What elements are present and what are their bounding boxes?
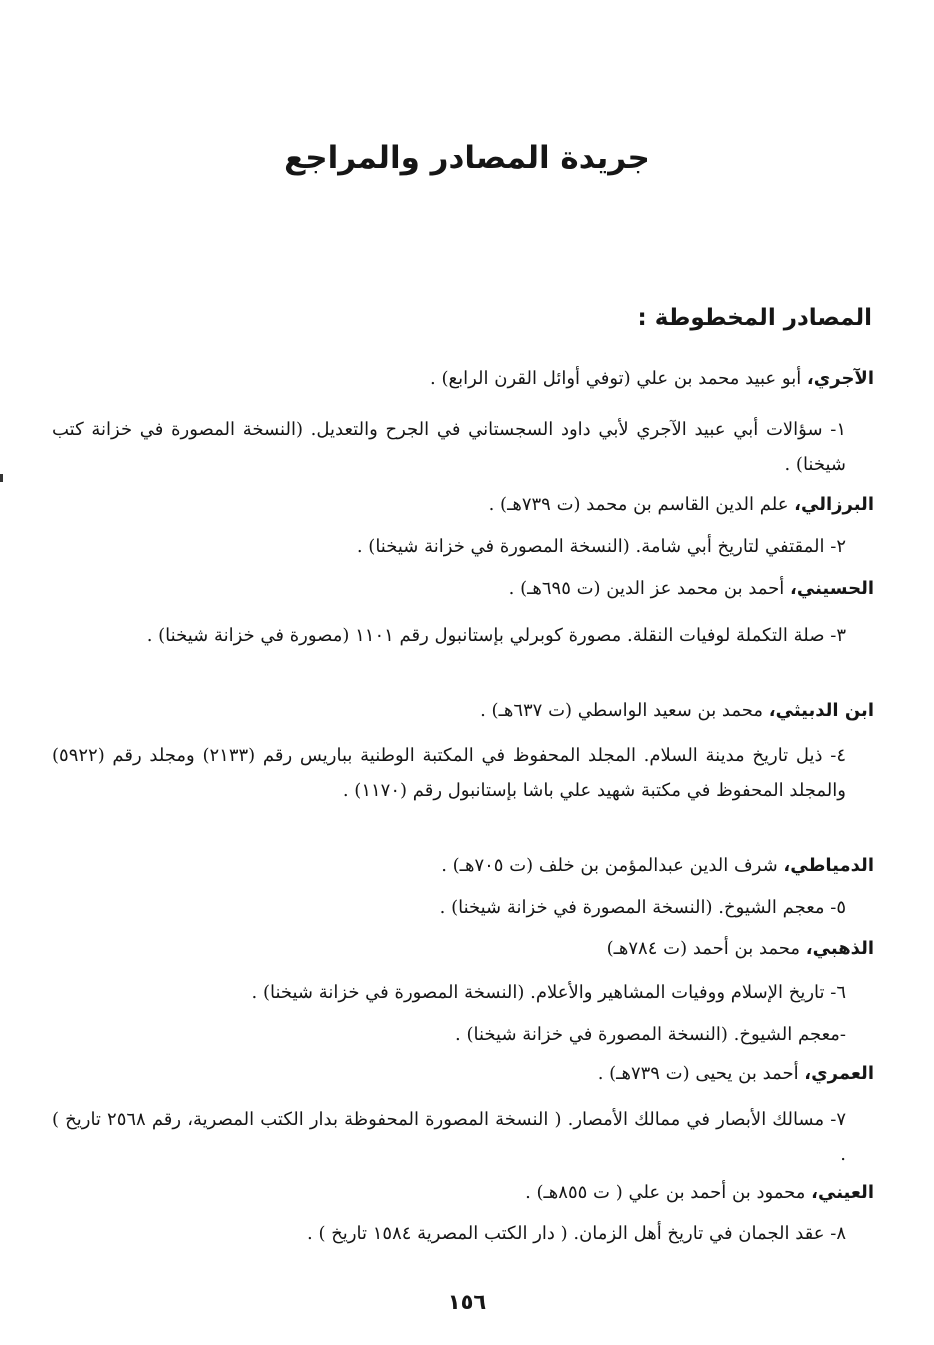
author-details: محمود بن أحمد بن علي ( ت ٨٥٥هـ) . bbox=[525, 1182, 812, 1203]
section-heading: المصادر المخطوطة : bbox=[637, 305, 872, 331]
source-entry-7: ٧- مسالك الأبصار في ممالك الأمصار. ( النسخة المصورة المحفوظة بدار الكتب المصرية، رقم ٢٥٦٨ تاريخ ) . bbox=[52, 1109, 846, 1165]
author-name: الدمياطي، bbox=[783, 855, 874, 876]
source-entry-5: ٥- معجم الشيوخ. (النسخة المصورة في خزانة شيخنا) . bbox=[439, 897, 846, 918]
author-name: الآجري، bbox=[806, 368, 874, 389]
author-details: شرف الدين عبدالمؤمن بن خلف (ت ٧٠٥هـ) . bbox=[441, 855, 784, 876]
author-name: العيني، bbox=[811, 1182, 874, 1203]
source-entry-3: ٣- صلة التكملة لوفيات النقلة. مصورة كوبرلي بإستانبول رقم ١١٠١ (مصورة في خزانة شيخنا) . bbox=[146, 625, 846, 646]
author-name: الذهبي، bbox=[805, 938, 874, 959]
author-name: العمري، bbox=[804, 1063, 874, 1084]
source-entry-2: ٢- المقتفي لتاريخ أبي شامة. (النسخة المصورة في خزانة شيخنا) . bbox=[356, 536, 846, 557]
author-details: محمد بن أحمد (ت ٧٨٤هـ) bbox=[606, 938, 806, 959]
author-line-dubaythi bbox=[480, 700, 874, 721]
author-name: ابن الدبيثي، bbox=[768, 700, 874, 721]
source-entry-4: ٤- ذيل تاريخ مدينة السلام. المجلد المحفوظ في المكتبة الوطنية بباريس رقم (٢١٣٣) ومجلد رقم (٥٩٢٢) والمجلد المحفوظ في مكتبة شهيد علي باشا بإستانبول رقم (١١٧٠) . bbox=[52, 745, 846, 801]
source-entry-1: ١- سؤالات أبي عبيد الآجري لأبي داود السجستاني في الجرح والتعديل. (النسخة المصورة في خزانة كتب شيخنا) . bbox=[52, 419, 846, 475]
source-entry-8: ٨- عقد الجمان في تاريخ أهل الزمان. ( دار الكتب المصرية ١٥٨٤ تاريخ ) . bbox=[307, 1223, 846, 1244]
author-line-umari bbox=[598, 1063, 874, 1084]
author-line-ajurri bbox=[430, 368, 874, 389]
page-number: ١٥٦ bbox=[447, 1290, 487, 1314]
author-line-birzali bbox=[489, 494, 874, 515]
author-line-husayni bbox=[509, 578, 874, 599]
author-line-dimyati bbox=[441, 855, 874, 876]
page-title: جريدة المصادر والمراجع bbox=[284, 140, 650, 176]
author-details: علم الدين القاسم بن محمد (ت ٧٣٩هـ) . bbox=[488, 494, 795, 515]
author-line-dhahabi bbox=[607, 938, 874, 959]
author-details: أحمد بن يحيى (ت ٧٣٩هـ) . bbox=[597, 1063, 805, 1084]
author-details: أبو عبيد محمد بن علي (توفي أوائل القرن الرابع) . bbox=[430, 368, 807, 389]
author-line-ayni bbox=[525, 1182, 874, 1203]
source-entry-6b: -معجم الشيوخ. (النسخة المصورة في خزانة شيخنا) . bbox=[455, 1024, 846, 1045]
author-name: الحسيني، bbox=[790, 578, 874, 599]
author-details: محمد بن سعيد الواسطي (ت ٦٣٧هـ) . bbox=[480, 700, 769, 721]
author-name: البرزالي، bbox=[794, 494, 874, 515]
scan-margin-mark bbox=[0, 474, 3, 482]
source-entry-6: ٦- تاريخ الإسلام ووفيات المشاهير والأعلام. (النسخة المصورة في خزانة شيخنا) . bbox=[251, 982, 846, 1003]
author-details: أحمد بن محمد عز الدين (ت ٦٩٥هـ) . bbox=[508, 578, 791, 599]
